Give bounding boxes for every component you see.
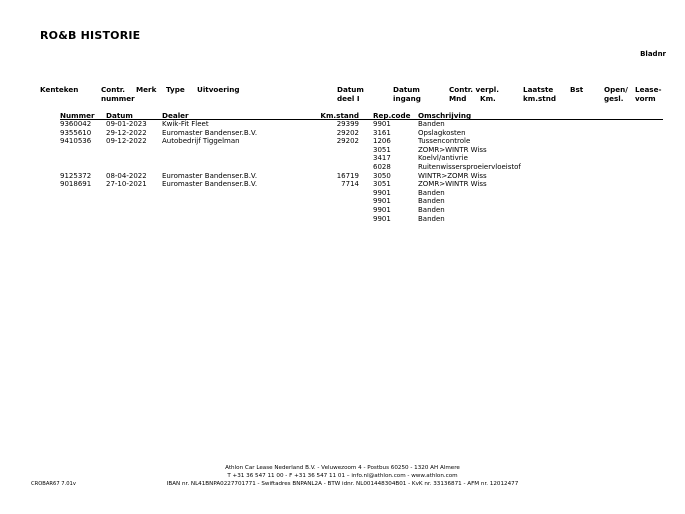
row-omschrijving: Ruitenwissersproeiervloeistof bbox=[418, 163, 521, 171]
header-uitvoering: Uitvoering bbox=[197, 85, 240, 94]
header-contr-verpl: Contr. verpl. bbox=[449, 85, 499, 94]
header-contr-verpl-mnd: Mnd bbox=[449, 94, 467, 103]
header-lease-line2: vorm bbox=[635, 94, 656, 103]
row-kmstand: 29202 bbox=[336, 128, 359, 137]
table-row bbox=[0, 163, 685, 172]
row-repcode: 1206 bbox=[373, 137, 391, 146]
header-lease-line1: Lease- bbox=[635, 85, 662, 94]
row-dealer: Euromaster Bandenser.B.V. bbox=[162, 171, 258, 180]
row-omschrijving: WINTR>ZOMR Wiss bbox=[418, 171, 487, 180]
row-omschrijving: Banden bbox=[418, 188, 445, 197]
header-datum-ingang-line2: ingang bbox=[393, 94, 421, 103]
row-dealer: Euromaster Bandenser.B.V. bbox=[162, 180, 258, 189]
header-datum-deel-line1: Datum bbox=[337, 85, 364, 94]
row-kmstand: 29202 bbox=[336, 137, 359, 146]
row-datum: 27-10-2021 bbox=[106, 180, 147, 189]
row-kmstand: 7714 bbox=[341, 180, 359, 189]
header-bst: Bst bbox=[570, 85, 584, 94]
header-open-gesl bbox=[604, 85, 628, 103]
table-row bbox=[0, 215, 685, 224]
header-type: Type bbox=[166, 85, 185, 94]
row-datum: 08-04-2022 bbox=[106, 171, 147, 180]
table-row bbox=[0, 189, 685, 198]
header-datum-ingang-line1: Datum bbox=[393, 85, 420, 94]
header-laatste-line2: km.stnd bbox=[523, 94, 556, 103]
header-datum-ingang bbox=[393, 85, 421, 103]
table-row bbox=[0, 197, 685, 206]
row-datum: 09-01-2023 bbox=[106, 120, 147, 128]
header-leasevorm bbox=[635, 85, 661, 103]
header-merk: Merk bbox=[136, 85, 157, 94]
row-nummer: 9018691 bbox=[60, 180, 92, 189]
row-repcode: 9901 bbox=[373, 206, 391, 214]
subheader-datum: Datum bbox=[106, 111, 133, 120]
header-datum-deel bbox=[337, 85, 364, 103]
row-repcode: 9901 bbox=[373, 214, 391, 223]
row-omschrijving: Banden bbox=[418, 214, 445, 223]
row-kmstand: 16719 bbox=[336, 171, 359, 180]
table-row bbox=[0, 120, 685, 129]
row-repcode: 3417 bbox=[373, 154, 391, 163]
row-repcode: 3051 bbox=[373, 145, 391, 154]
row-datum: 09-12-2022 bbox=[106, 137, 147, 146]
row-nummer: 9360042 bbox=[60, 120, 92, 128]
subheader-dealer: Dealer bbox=[162, 111, 189, 120]
header-contract bbox=[101, 85, 135, 103]
table-row bbox=[0, 146, 685, 155]
row-nummer: 9410536 bbox=[60, 137, 92, 146]
header-open-line1: Open/ bbox=[604, 85, 628, 94]
row-repcode: 3161 bbox=[373, 128, 391, 137]
row-omschrijving: ZOMR>WINTR Wiss bbox=[418, 145, 487, 154]
table-row bbox=[0, 137, 685, 146]
row-omschrijving: Tussencontrole bbox=[418, 137, 471, 146]
row-omschrijving: Opslagkosten bbox=[418, 128, 466, 137]
table-row bbox=[0, 172, 685, 181]
header-contract-line1: Contr. bbox=[101, 85, 126, 94]
page-number-label: Bladnr bbox=[640, 50, 666, 58]
subheader-repcode: Rep.code bbox=[373, 111, 411, 120]
row-dealer: Euromaster Bandenser.B.V. bbox=[162, 128, 258, 137]
table-row bbox=[0, 154, 685, 163]
footer-address: Athlon Car Lease Nederland B.V. - Veluwezoom 4 - Postbus 60250 - 1320 AH Almere bbox=[225, 465, 460, 471]
header-datum-deel-line2: deel I bbox=[337, 94, 360, 103]
footer-bank-details: IBAN nr. NL41BNPA0227701771 - Swiftadres BNPANL2A - BTW idnr. NL001448304B01 - KvK nr. 33136871 - AFM nr. 12012477 bbox=[166, 481, 519, 487]
subheader-kmstand: Km.stand bbox=[320, 111, 359, 120]
row-nummer: 9355610 bbox=[60, 128, 92, 137]
header-open-line2: gesl. bbox=[604, 94, 624, 103]
table-row bbox=[0, 206, 685, 215]
subheader-omschrijving: Omschrijving bbox=[418, 111, 472, 120]
row-repcode: 9901 bbox=[373, 188, 391, 197]
row-dealer: Autobedrijf Tiggelman bbox=[162, 137, 240, 146]
header-contract-line2: nummer bbox=[101, 94, 135, 103]
subheader-nummer: Nummer bbox=[60, 111, 95, 120]
row-omschrijving: Banden bbox=[418, 197, 445, 206]
table-row bbox=[0, 129, 685, 138]
row-omschrijving: ZOMR>WINTR Wiss bbox=[418, 180, 487, 189]
row-kmstand: 29399 bbox=[336, 120, 359, 128]
row-repcode: 3050 bbox=[373, 171, 391, 180]
header-contr-verpl-km: Km. bbox=[480, 94, 496, 103]
row-omschrijving: Banden bbox=[418, 120, 445, 128]
table-row bbox=[0, 180, 685, 189]
header-laatste-line1: Laatste bbox=[523, 85, 554, 94]
row-datum: 29-12-2022 bbox=[106, 128, 147, 137]
row-nummer: 9125372 bbox=[60, 171, 92, 180]
row-repcode: 9901 bbox=[373, 197, 391, 206]
row-repcode: 3051 bbox=[373, 180, 391, 189]
header-laatste-km bbox=[523, 85, 556, 103]
page-title: RO&B HISTORIE bbox=[40, 29, 141, 42]
header-kenteken: Kenteken bbox=[40, 85, 79, 94]
row-omschrijving: Koelvl/antivrie bbox=[418, 154, 468, 163]
footer-contact: T +31 36 547 11 00 - F +31 36 547 11 01 – info.nl@athlon.com - www.athlon.com bbox=[227, 473, 458, 479]
row-dealer: Kwik-Fit Fleet bbox=[162, 120, 209, 128]
row-repcode: 9901 bbox=[373, 120, 391, 128]
row-omschrijving: Banden bbox=[418, 206, 445, 214]
row-repcode: 6028 bbox=[373, 163, 391, 171]
form-code: CROBAR67 7.01v bbox=[31, 481, 76, 487]
